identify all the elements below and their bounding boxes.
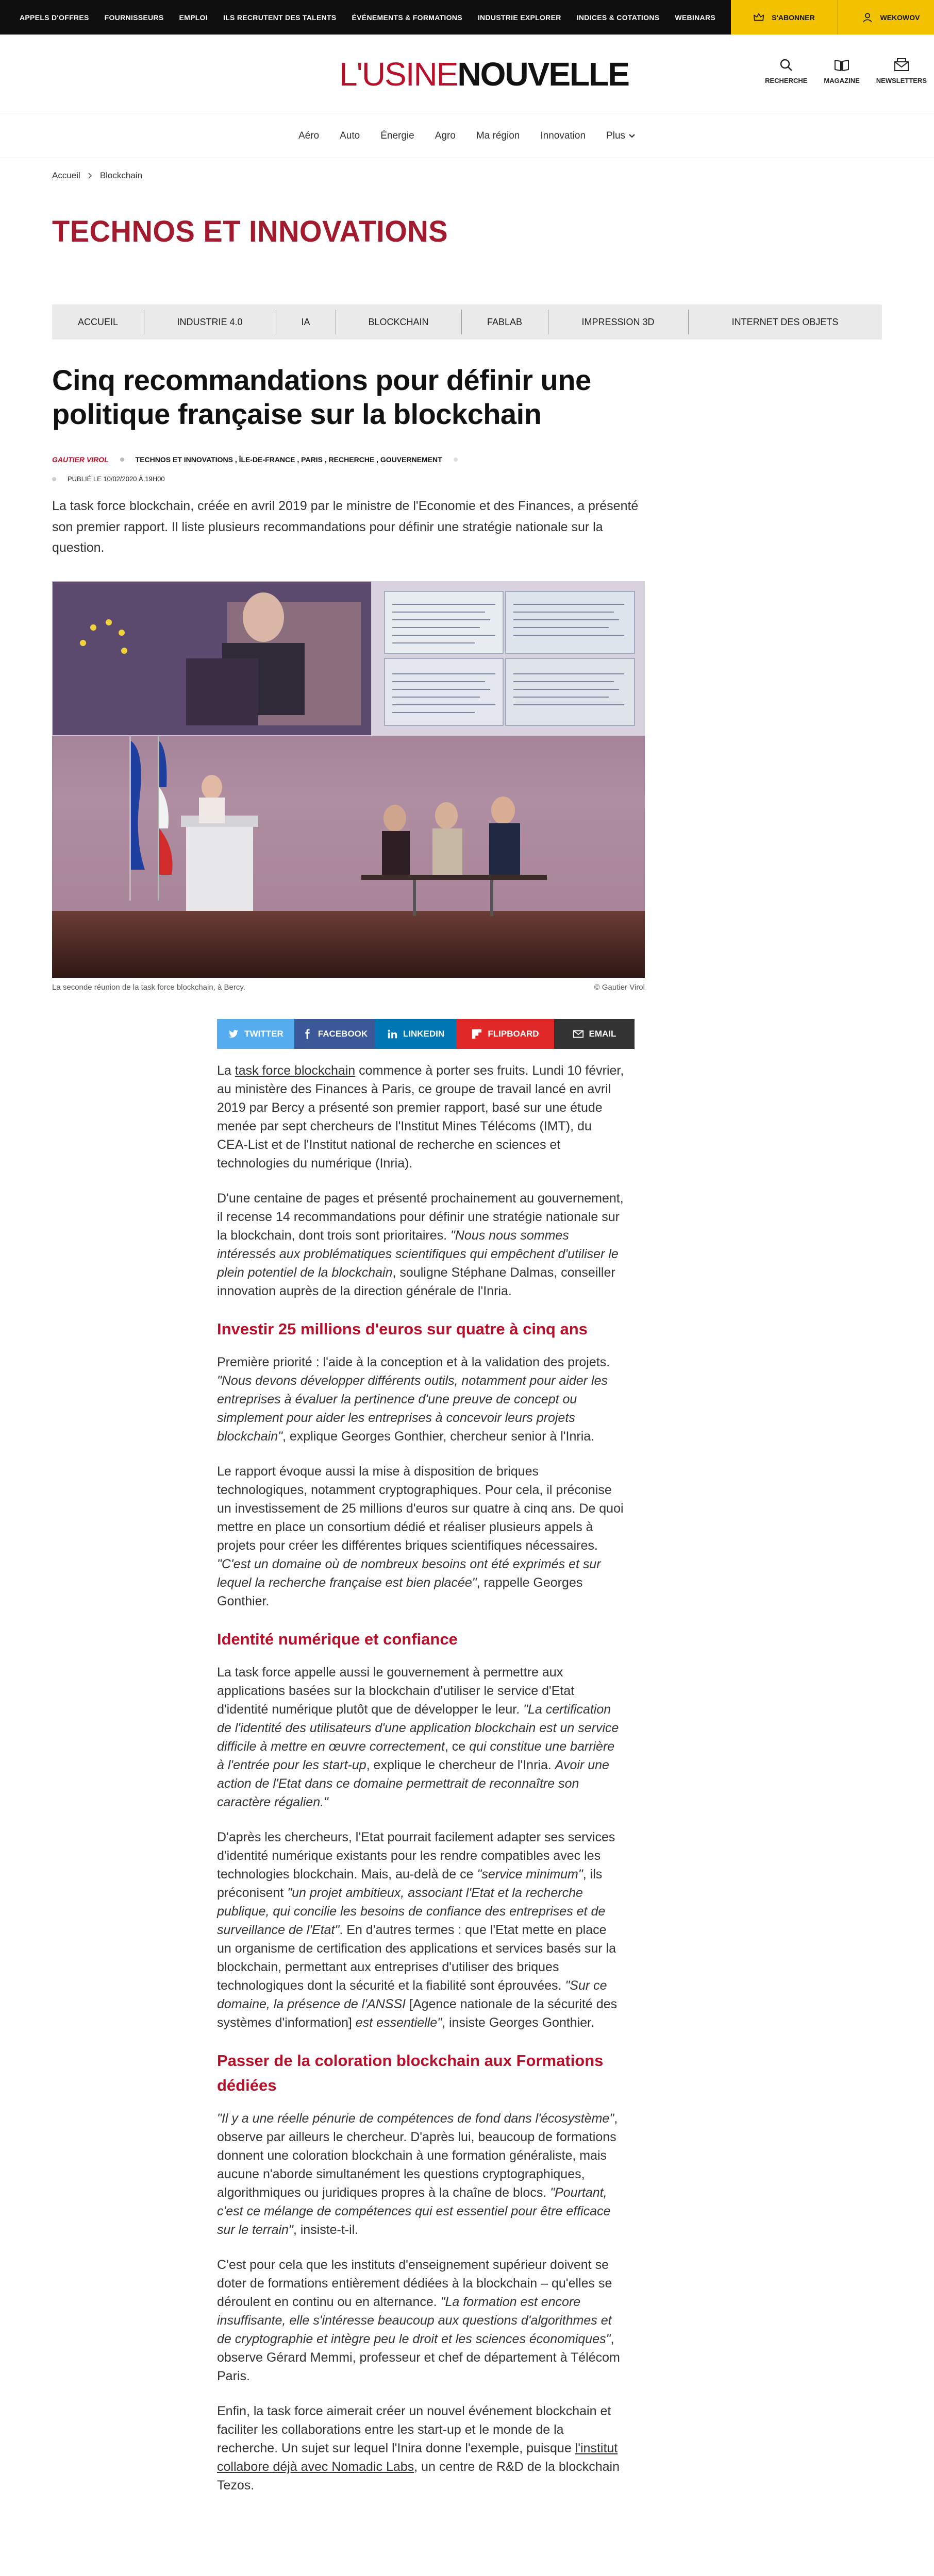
subnav-item-accueil[interactable]: ACCUEIL xyxy=(77,316,119,327)
quote: "un projet ambitieux, associant l'Etat et la recherche publique, qui concilie les besoins de confiance des entreprises et de surveillance de l'Etat" xyxy=(217,1886,606,1938)
quote: "C'est un domaine où de nombreux besoins ont été exprimés et sur lequel la recherche française est bien placée" xyxy=(217,1557,601,1590)
subheading-investir: Investir 25 millions d'euros sur quatre à cinq ans xyxy=(217,1320,588,1338)
search-label: RECHERCHE xyxy=(765,77,808,84)
subnav-item-impression-3d[interactable]: IMPRESSION 3D xyxy=(548,317,688,328)
pubdate-text: PUBLIÉ LE 10/02/2020 À 19H00 xyxy=(68,475,165,483)
newsletters-label: NEWSLETTERS xyxy=(876,77,927,84)
nav-item-auto[interactable]: Auto xyxy=(340,130,360,141)
top-cta-group xyxy=(731,0,934,35)
article-pubdate xyxy=(52,475,165,483)
email-label: EMAIL xyxy=(589,1029,616,1039)
subnav-item-fablab[interactable]: FABLAB xyxy=(461,317,548,328)
article-chapo: La task force blockchain, créée en avril 2019 par le ministre de l'Economie et des Finances, a présenté son premier rapport. Il liste plusieurs recommandations pour définir une stratégie nationale sur la question. xyxy=(52,499,639,555)
meta-separator xyxy=(120,457,124,462)
nav-item-innovation[interactable]: Innovation xyxy=(540,130,586,141)
breadcrumb xyxy=(52,171,142,181)
subheading-identite: Identité numérique et confiance xyxy=(217,1630,458,1649)
quote: qui constitue une barrière à l'entrée pour les start-up xyxy=(217,1739,615,1773)
top-link-industrie-explorer[interactable]: INDUSTRIE EXPLORER xyxy=(477,13,561,22)
facebook-label: FACEBOOK xyxy=(318,1029,368,1039)
meta-separator xyxy=(454,457,458,462)
flipboard-label: FLIPBOARD xyxy=(488,1029,539,1039)
text: C'est pour cela que les instituts d'enseignement supérieur doivent se doter de formations entièrement dédiées à la blockchain – qu'elles se déroulent en continu ou en alternance. xyxy=(217,2258,612,2310)
text: La task force appelle aussi le gouvernement à permettre aux applications basées sur la blockchain d'utiliser le service d'Etat d'identité numérique plutôt que de développer le leur. xyxy=(217,1665,575,1717)
task-force-link[interactable]: task force blockchain xyxy=(235,1063,356,1078)
search-button[interactable] xyxy=(765,57,807,84)
quote: "Sur ce domaine, la présence de l'ANSSI xyxy=(217,1978,607,2012)
flipboard-icon xyxy=(471,1028,482,1040)
chevron-right-icon xyxy=(88,172,93,179)
photo-credit: © Gautier Virol xyxy=(594,983,645,992)
linkedin-label: LINKEDIN xyxy=(403,1029,445,1039)
top-link-evenements[interactable]: ÉVÉNEMENTS & FORMATIONS xyxy=(352,13,462,22)
subnav-item-industrie[interactable]: INDUSTRIE 4.0 xyxy=(144,317,276,328)
text: , ils préconisent xyxy=(217,1867,603,1901)
top-link-emploi[interactable]: EMPLOI xyxy=(179,13,208,22)
photo-caption xyxy=(52,983,645,992)
article-author[interactable]: GAUTIER VIROL xyxy=(52,455,109,464)
share-twitter-button[interactable] xyxy=(217,1019,294,1049)
text: , ce xyxy=(444,1739,470,1754)
text: , insiste Georges Gonthier. xyxy=(442,2015,595,2030)
text: , explique le chercheur de l'Inria. xyxy=(366,1758,555,1773)
subscribe-button[interactable] xyxy=(731,0,837,35)
top-link-fournisseurs[interactable]: FOURNISSEURS xyxy=(104,13,164,22)
conference-photo-image xyxy=(52,581,645,978)
twitter-icon xyxy=(228,1028,239,1040)
share-bar xyxy=(217,1019,635,1049)
quote: "La formation est encore insuffisante, elle s'intéresse beaucoup aux questions d'algorithmes et de cryptographie et intègre peu le droit et les sciences économiques" xyxy=(217,2295,612,2347)
paragraph xyxy=(217,1663,624,1811)
share-facebook-button[interactable] xyxy=(294,1019,375,1049)
quote: est essentielle" xyxy=(355,2015,442,2030)
text: Le rapport évoque aussi la mise à disposition de briques technologiques, notamment cryptographiques. Pour cela, il préconise un investissement de 25 millions d'euros sur quatre à cinq ans. De quoi mettre en place un consortium dédié et réaliser plusieurs appels à projets pour créer les différentes briques scientifiques nécessaires. xyxy=(217,1464,624,1553)
header-tools xyxy=(765,57,927,84)
quote: Avoir une action de l'Etat dans ce domaine permettrait de reconnaître son caractère régalien." xyxy=(217,1758,609,1810)
paragraph xyxy=(217,2402,624,2495)
facebook-icon xyxy=(302,1028,313,1040)
top-bar xyxy=(0,0,934,35)
text: , rappelle Georges Gonthier. xyxy=(217,1575,583,1609)
text: , explique Georges Gonthier, chercheur senior à l'Inria. xyxy=(282,1429,595,1444)
paragraph xyxy=(217,1462,624,1611)
text: , souligne Stéphane Dalmas, conseiller innovation auprès de la direction générale de l'Inria. xyxy=(217,1265,615,1298)
nav-item-aero[interactable]: Aéro xyxy=(298,130,320,141)
text: La xyxy=(217,1063,235,1078)
caption-text: La seconde réunion de la task force blockchain, à Bercy. xyxy=(52,983,245,992)
wekowov-button[interactable] xyxy=(837,0,934,35)
newsletters-button[interactable] xyxy=(876,57,927,84)
twitter-label: TWITTER xyxy=(244,1029,283,1039)
paragraph xyxy=(217,1189,624,1300)
quote: "service minimum" xyxy=(477,1867,583,1882)
top-link-webinars[interactable]: WEBINARS xyxy=(675,13,715,22)
chevron-down-icon xyxy=(628,133,636,139)
article-headline: Cinq recommandations pour définir une politique française sur la blockchain xyxy=(52,364,591,431)
quote: "La certification de l'identité des utilisateurs d'une application blockchain est un service difficile à mettre en œuvre correctement xyxy=(217,1702,619,1754)
nav-item-ma-region[interactable]: Ma région xyxy=(476,130,520,141)
top-link-indices[interactable]: INDICES & COTATIONS xyxy=(576,13,660,22)
magazine-icon xyxy=(833,57,850,73)
user-icon xyxy=(862,12,873,23)
envelope-icon xyxy=(893,57,910,73)
text: D'après les chercheurs, l'Etat pourrait facilement adapter ses services d'identité numérique existants pour les rendre compatibles avec les technologies blockchain. Mais, au-delà de ce xyxy=(217,1830,615,1882)
text: . En d'autres termes : que l'Etat mette en place un organisme de certification des applications et services basés sur la blockchain, permettant aux entreprises d'utiliser des briques technologiques dont la sécurité et la fiabilité sont éprouvées. xyxy=(217,1923,616,1993)
nav-item-plus[interactable] xyxy=(606,130,636,142)
section-title: TECHNOS ET INNOVATIONS xyxy=(52,214,448,248)
paragraph xyxy=(217,2109,624,2239)
pubdate-bullet xyxy=(52,477,56,481)
crown-icon xyxy=(753,12,764,23)
top-links xyxy=(0,13,731,22)
paragraph xyxy=(217,1061,624,1173)
article-meta xyxy=(52,455,458,464)
subscribe-label: S'ABONNER xyxy=(772,13,815,22)
text: , observe par ailleurs le chercheur. D'après lui, beaucoup de formations donnent une coloration blockchain à une formation généraliste, mais aucune n'aborde simultanément les questions cryptographiques, algorithmiques ou juridiques propres à la chaîne de blocs. xyxy=(217,2111,618,2200)
share-linkedin-button[interactable] xyxy=(375,1019,456,1049)
text: Enfin, la task force aimerait créer un nouvel événement blockchain et faciliter les collaborations entre les start-up et le monde de la recherche. Un sujet sur lequel l'Inira donne l'exemple, puisque xyxy=(217,2404,611,2456)
top-link-appels[interactable]: APPELS D'OFFRES xyxy=(20,13,89,22)
text: , un centre de R&D de la blockchain Tezos. xyxy=(217,2460,620,2493)
share-email-button[interactable] xyxy=(554,1019,635,1049)
article-tags[interactable]: TECHNOS ET INNOVATIONS , ÎLE-DE-FRANCE , PARIS , RECHERCHE , GOUVERNEMENT xyxy=(135,455,442,464)
logo-part-2: NOUVELLE xyxy=(457,56,629,93)
nomadic-labs-link[interactable]: l'institut collabore déjà avec Nomadic Labs xyxy=(217,2441,618,2475)
main-nav xyxy=(0,114,934,158)
text: , insiste-t-il. xyxy=(293,2223,359,2238)
quote: "Nous devons développer différents outils, notamment pour aider les entreprises à évaluer la pertinence d'une preuve de concept ou simplement pour aider les entreprises à concevoir leurs projets blockchain" xyxy=(217,1374,608,1444)
nav-plus-label: Plus xyxy=(606,130,626,141)
subnav-item-ia[interactable]: IA xyxy=(276,317,336,328)
breadcrumb-home[interactable]: Accueil xyxy=(52,171,80,180)
paragraph xyxy=(217,1353,624,1446)
quote: "Nous nous sommes intéressés aux problématiques scientifiques qui empêchent d'utiliser le plein potentiel de la blockchain xyxy=(217,1228,619,1280)
search-icon xyxy=(777,57,795,73)
nav-item-energie[interactable]: Énergie xyxy=(380,130,414,141)
subnav-item-blockchain[interactable]: BLOCKCHAIN xyxy=(336,317,461,328)
quote: "Il y a une réelle pénurie de compétences de fond dans l'écosystème" xyxy=(217,2111,614,2126)
paragraph xyxy=(217,1828,624,2032)
share-flipboard-button[interactable] xyxy=(456,1019,554,1049)
quote: "Pourtant, c'est ce mélange de compétences qui est essentiel pour être efficace sur le terrain" xyxy=(217,2185,611,2238)
linkedin-icon xyxy=(387,1028,398,1040)
article-photo xyxy=(52,581,645,978)
text: , observe Gérard Memmi, professeur et chef de département à Télécom Paris. xyxy=(217,2332,620,2384)
wekowov-label: WEKOWOV xyxy=(880,13,920,22)
text: Première priorité : l'aide à la conception et à la validation des projets. xyxy=(217,1355,610,1370)
site-logo[interactable] xyxy=(339,58,629,91)
email-icon xyxy=(573,1028,584,1040)
article-body xyxy=(217,1061,624,2511)
text: [Agence nationale de la sécurité des systèmes d'information] xyxy=(217,1997,618,2030)
text: commence à porter ses fruits. Lundi 10 février, au ministère des Finances à Paris, ce groupe de travail lancé en avril 2019 par Bercy a présenté son premier rapport, basé sur une étude menée par sept chercheurs de l'Institut Mines Télécoms (IMT), du CEA-List et de l'Institut national de recherche en sciences et technologies du numérique (Inria). xyxy=(217,1063,624,1171)
text: D'une centaine de pages et présenté prochainement au gouvernement, il recense 14 recommandations pour définir une stratégie nationale sur la blockchain, dont trois sont prioritaires. xyxy=(217,1191,624,1243)
paragraph xyxy=(217,2256,624,2385)
top-link-talents[interactable]: ILS RECRUTENT DES TALENTS xyxy=(223,13,337,22)
subnav-item-iot[interactable]: INTERNET DES OBJETS xyxy=(688,317,882,328)
site-header xyxy=(0,35,934,113)
magazine-label: MAGAZINE xyxy=(824,77,860,84)
magazine-button[interactable] xyxy=(824,57,859,84)
section-subnav xyxy=(52,304,882,340)
subheading-formations: Passer de la coloration blockchain aux Formations dédiées xyxy=(217,2052,604,2095)
logo-part-1: L'USINE xyxy=(339,56,458,93)
nav-item-agro[interactable]: Agro xyxy=(435,130,456,141)
breadcrumb-current[interactable]: Blockchain xyxy=(99,171,143,180)
